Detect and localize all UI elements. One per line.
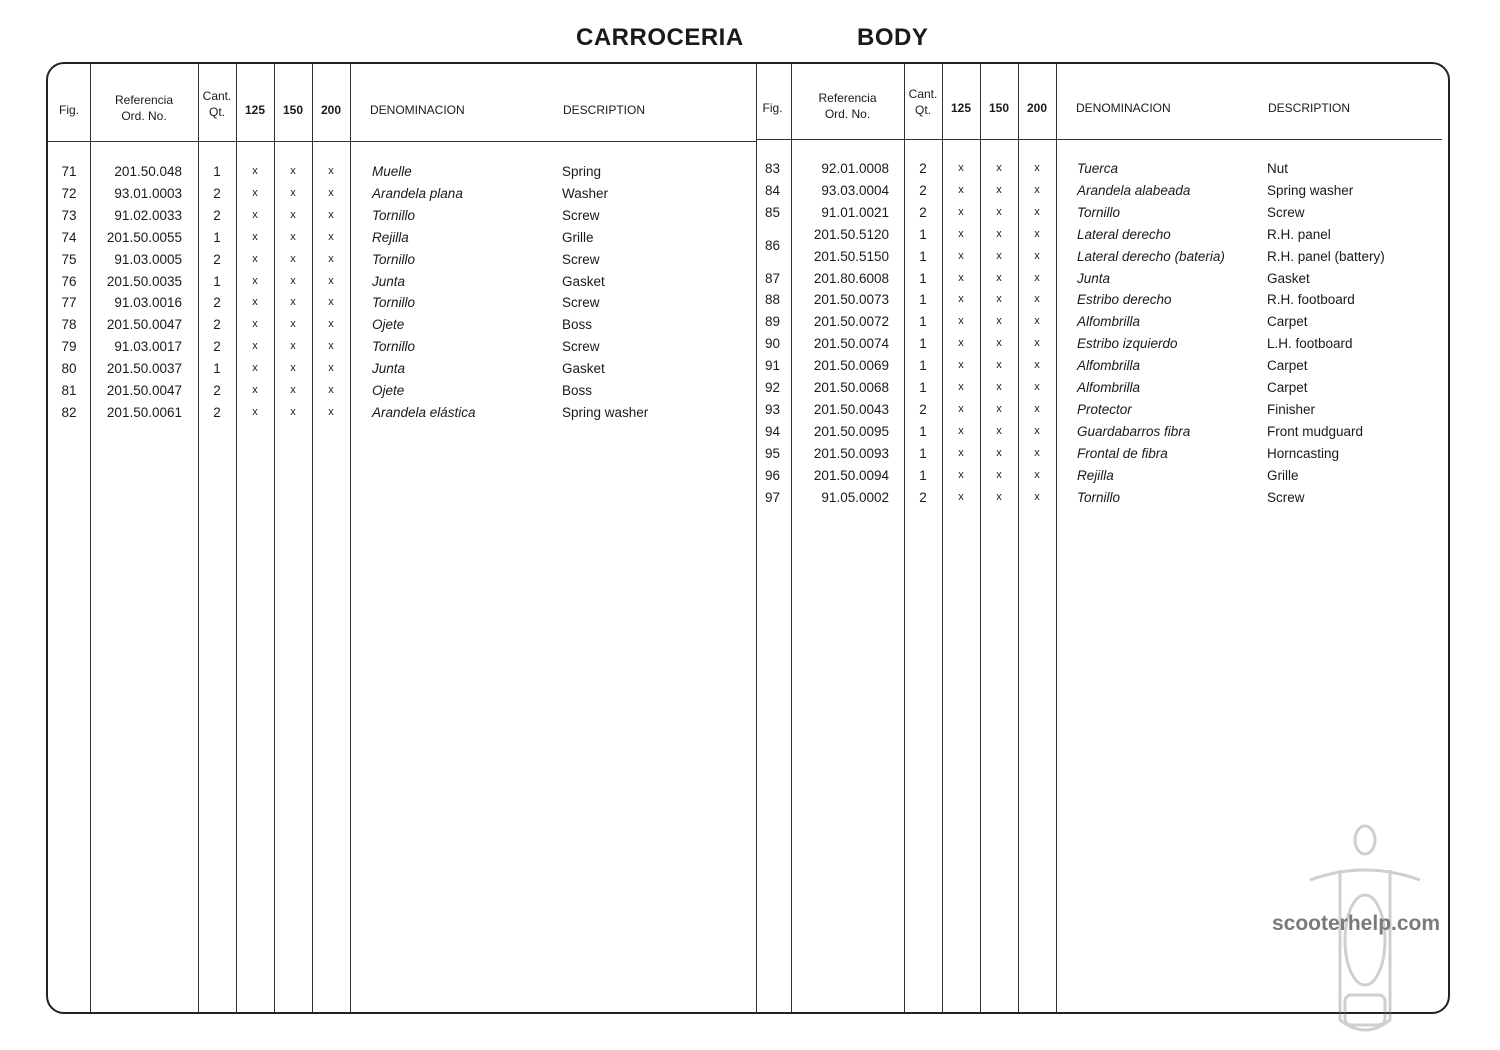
denominacion-text: Junta [1077,270,1111,286]
model-200-mark: x [328,208,334,221]
col-header-ref: Referencia Ord. No. [818,91,877,121]
denominacion-text: Rejilla [1077,467,1114,483]
ref-number: 91.05.0002 [821,489,889,505]
fig-number: 93 [764,401,781,417]
description-text: Horncasting [1267,445,1340,461]
description-text: Front mudguard [1267,423,1364,439]
fig-number: 84 [764,182,781,198]
description-text: Finisher [1267,401,1316,417]
model-125-mark: x [958,249,964,262]
denominacion-text: Alfombrilla [1077,358,1141,374]
model-200-mark: x [1034,490,1040,503]
model-125-mark: x [252,274,258,287]
model-150-mark: x [996,293,1002,306]
model-150-mark: x [996,183,1002,196]
model-200-mark: x [328,186,334,199]
col-header-200: 200 [1026,101,1048,115]
model-200-mark: x [328,252,334,265]
ref-number: 91.03.0016 [114,295,182,311]
denominacion-text: Alfombrilla [1077,314,1141,330]
model-200-mark: x [1034,468,1040,481]
description-text: Boss [562,383,593,398]
model-125-mark: x [252,186,258,199]
model-125-mark: x [252,252,258,265]
col-header-150: 150 [988,101,1010,115]
model-200-mark: x [328,296,334,309]
fig-number-merged: 86 [764,238,781,253]
column-rule [198,64,199,1013]
denominacion-text: Protector [1077,401,1132,417]
denominacion-text: Lateral derecho [1077,226,1171,242]
model-200-mark: x [1034,424,1040,437]
description-text: Screw [562,251,600,267]
fig-number: 76 [61,273,77,289]
quantity: 1 [919,270,927,286]
model-125-mark: x [958,490,964,503]
model-150-mark: x [290,340,296,353]
denominacion-text: Arandela alabeada [1077,182,1191,198]
model-125-mark: x [958,162,964,174]
model-125-mark: x [958,402,964,415]
model-150-mark: x [290,165,296,177]
fig-number: 72 [61,185,77,201]
quantity: 2 [919,161,927,176]
denominacion-text: Junta [372,361,406,377]
ref-number: 201.50.0095 [813,423,889,439]
fig-number: 96 [764,467,781,483]
model-125-mark: x [958,337,964,350]
denominacion-text: Estribo derecho [1077,292,1172,308]
model-150-mark: x [996,315,1002,328]
model-150-mark: x [996,490,1002,503]
model-150-mark: x [996,337,1002,350]
ref-number: 201.50.0072 [813,314,889,330]
quantity: 1 [919,336,927,352]
description-text: Screw [562,295,600,311]
fig-number: 94 [764,423,781,439]
model-125-mark: x [252,340,258,353]
model-125-mark: x [958,446,964,459]
fig-number: 90 [764,336,781,352]
fig-number: 87 [764,270,781,286]
denominacion-text: Tornillo [372,295,416,311]
model-150-mark: x [290,208,296,221]
quantity: 1 [213,273,221,289]
quantity: 1 [919,423,927,439]
denominacion-text: Muelle [372,164,412,179]
quantity: 2 [213,317,221,333]
model-150-mark: x [290,384,296,396]
header-rule [48,141,756,142]
ref-number: 201.50.0094 [813,467,889,483]
column-rule [312,64,313,1013]
denominacion-text: Arandela elástica [372,404,476,420]
col-header-150: 150 [282,103,304,117]
denominacion-text: Tuerca [1077,161,1119,176]
model-125-mark: x [958,183,964,196]
col-header-denominacion: DENOMINACION [1076,101,1171,115]
description-text: Screw [562,339,600,355]
model-125-mark: x [252,296,258,309]
quantity: 2 [213,295,221,311]
model-150-mark: x [996,424,1002,437]
description-text: Screw [1267,204,1305,220]
description-text: Gasket [562,361,605,377]
denominacion-text: Ojete [372,317,405,333]
column-rule [350,64,351,1013]
ref-number: 201.50.5150 [813,248,889,264]
model-200-mark: x [328,274,334,287]
fig-number: 83 [764,161,781,176]
col-header-denominacion: DENOMINACION [370,103,465,117]
fig-number: 85 [764,204,781,220]
description-text: Spring washer [562,404,649,420]
model-125-mark: x [252,165,258,177]
description-text: Carpet [1267,380,1308,395]
scooter-logo-icon [1300,820,1430,1045]
denominacion-text: Tornillo [372,251,416,267]
denominacion-text: Tornillo [1077,204,1121,220]
description-text: Carpet [1267,314,1308,330]
fig-number: 80 [61,361,77,377]
ref-number: 91.02.0033 [114,207,182,223]
column-rule [236,64,237,1013]
denominacion-text: Lateral derecho (bateria) [1077,248,1225,264]
description-text: R.H. panel (battery) [1267,248,1385,264]
description-text: Spring [562,164,602,179]
ref-number: 201.50.0035 [106,273,182,289]
ref-number: 201.50.0074 [813,336,889,352]
description-text: Gasket [1267,270,1310,286]
quantity: 2 [919,401,927,417]
quantity: 1 [213,164,221,179]
model-200-mark: x [328,384,334,396]
column-rule [90,64,91,1013]
column-rule [274,64,275,1013]
model-200-mark: x [1034,359,1040,372]
model-125-mark: x [958,381,964,393]
col-header-125: 125 [950,101,972,115]
model-200-mark: x [1034,271,1040,284]
ref-number: 201.50.0068 [813,380,889,395]
ref-number: 201.50.0047 [106,383,182,398]
model-200-mark: x [1034,162,1040,174]
model-200-mark: x [1034,227,1040,240]
ref-number: 201.50.5120 [813,226,889,242]
model-125-mark: x [252,230,258,243]
model-125-mark: x [958,424,964,437]
model-150-mark: x [996,227,1002,240]
fig-number: 79 [61,339,77,355]
denominacion-text: Tornillo [1077,489,1121,505]
ref-number: 91.01.0021 [821,204,889,220]
quantity: 1 [213,361,221,377]
denominacion-text: Alfombrilla [1077,380,1141,395]
quantity: 1 [919,467,927,483]
fig-number: 89 [764,314,781,330]
denominacion-text: Tornillo [372,207,416,223]
quantity: 2 [919,182,927,198]
denominacion-text: Estribo izquierdo [1077,336,1178,352]
model-200-mark: x [328,165,334,177]
model-150-mark: x [290,274,296,287]
model-200-mark: x [1034,205,1040,218]
fig-number: 82 [61,404,77,420]
model-200-mark: x [1034,293,1040,306]
ref-number: 201.50.048 [114,164,182,179]
model-200-mark: x [1034,381,1040,393]
model-200-mark: x [328,405,334,418]
quantity: 1 [919,292,927,308]
description-text: L.H. footboard [1267,336,1353,352]
model-150-mark: x [996,402,1002,415]
description-text: Grille [562,229,594,245]
col-header-fig: Fig. [762,101,783,115]
quantity: 2 [213,339,221,355]
model-200-mark: x [1034,183,1040,196]
quantity: 1 [919,248,927,264]
col-header-fig: Fig. [58,103,79,117]
col-header-description: DESCRIPTION [563,103,646,117]
fig-number: 81 [61,383,77,398]
model-200-mark: x [328,362,334,375]
column-rule [1056,64,1057,1013]
quantity: 2 [213,185,221,201]
model-150-mark: x [290,362,296,375]
quantity: 1 [919,226,927,242]
fig-number: 78 [61,317,77,333]
model-150-mark: x [290,252,296,265]
ref-number: 201.50.0073 [813,292,889,308]
quantity: 2 [213,207,221,223]
fig-number: 73 [61,207,77,223]
quantity: 1 [919,358,927,374]
denominacion-text: Ojete [372,383,405,398]
description-text: Screw [562,207,600,223]
model-125-mark: x [958,468,964,481]
quantity: 1 [213,229,221,245]
col-header-qty: Cant. Qt. [202,89,232,119]
ref-number: 201.50.0061 [106,404,182,420]
ref-number: 93.03.0004 [821,182,889,198]
model-125-mark: x [252,318,258,331]
model-200-mark: x [1034,337,1040,350]
model-150-mark: x [290,318,296,331]
denominacion-text: Junta [372,273,406,289]
fig-number: 91 [764,358,781,374]
parts-table-frame [46,62,1450,1014]
model-150-mark: x [290,230,296,243]
description-text: R.H. footboard [1267,292,1355,308]
model-150-mark: x [290,186,296,199]
model-150-mark: x [290,405,296,418]
model-125-mark: x [252,208,258,221]
header-rule [756,139,1442,140]
model-125-mark: x [958,359,964,372]
ref-number: 92.01.0008 [821,161,889,176]
col-header-200: 200 [320,103,342,117]
quantity: 2 [213,383,221,398]
ref-number: 201.50.0047 [106,317,182,333]
quantity: 1 [919,380,927,395]
model-200-mark: x [328,340,334,353]
model-200-mark: x [1034,249,1040,262]
denominacion-text: Rejilla [372,229,409,245]
denominacion-text: Tornillo [372,339,416,355]
denominacion-text: Arandela plana [372,185,463,201]
description-text: Screw [1267,489,1305,505]
fig-number: 92 [764,380,781,395]
model-125-mark: x [958,205,964,218]
model-125-mark: x [252,362,258,375]
description-text: R.H. panel [1267,226,1331,242]
model-150-mark: x [996,271,1002,284]
quantity: 2 [919,204,927,220]
model-150-mark: x [996,359,1002,372]
ref-number: 201.50.0093 [813,445,889,461]
ref-number: 91.03.0005 [114,251,182,267]
ref-number: 201.50.0069 [813,358,889,374]
model-150-mark: x [996,468,1002,481]
col-header-ref: Referencia Ord. No. [114,93,174,123]
description-text: Grille [1267,467,1299,483]
page-title-es: CARROCERIA [576,24,744,51]
col-header-qty: Cant. Qt. [908,87,938,117]
ref-number: 201.50.0043 [813,401,889,417]
ref-number: 201.50.0055 [106,229,182,245]
model-150-mark: x [290,296,296,309]
quantity: 2 [213,251,221,267]
model-200-mark: x [1034,315,1040,328]
model-200-mark: x [1034,446,1040,459]
fig-number: 97 [764,489,781,505]
description-text: Washer [562,185,609,201]
model-150-mark: x [996,162,1002,174]
watermark-text: scooterhelp.com [1272,912,1441,935]
ref-number: 93.01.0003 [114,185,182,201]
fig-number: 77 [61,295,77,311]
model-200-mark: x [328,318,334,331]
description-text: Boss [562,317,593,333]
model-125-mark: x [252,405,258,418]
model-125-mark: x [252,384,258,396]
model-150-mark: x [996,205,1002,218]
description-text: Nut [1267,161,1289,176]
description-text: Carpet [1267,358,1308,374]
fig-number: 71 [61,164,77,179]
quantity: 1 [919,314,927,330]
model-200-mark: x [328,230,334,243]
quantity: 2 [919,489,927,505]
ref-number: 91.03.0017 [114,339,182,355]
quantity: 2 [213,404,221,420]
fig-number: 95 [764,445,781,461]
fig-number: 88 [764,292,781,308]
page-title-en: BODY [857,24,929,51]
denominacion-text: Guardabarros fibra [1077,423,1191,439]
fig-number: 74 [61,229,77,245]
model-150-mark: x [996,446,1002,459]
model-125-mark: x [958,271,964,284]
quantity: 1 [919,445,927,461]
model-150-mark: x [996,381,1002,393]
model-200-mark: x [1034,402,1040,415]
model-150-mark: x [996,249,1002,262]
fig-number: 75 [61,251,77,267]
model-125-mark: x [958,315,964,328]
ref-number: 201.80.6008 [813,270,889,286]
description-text: Gasket [562,273,605,289]
col-header-125: 125 [244,103,266,117]
model-125-mark: x [958,227,964,240]
denominacion-text: Frontal de fibra [1077,445,1168,461]
description-text: Spring washer [1267,182,1354,198]
ref-number: 201.50.0037 [106,361,182,377]
model-125-mark: x [958,293,964,306]
col-header-description: DESCRIPTION [1268,101,1351,115]
